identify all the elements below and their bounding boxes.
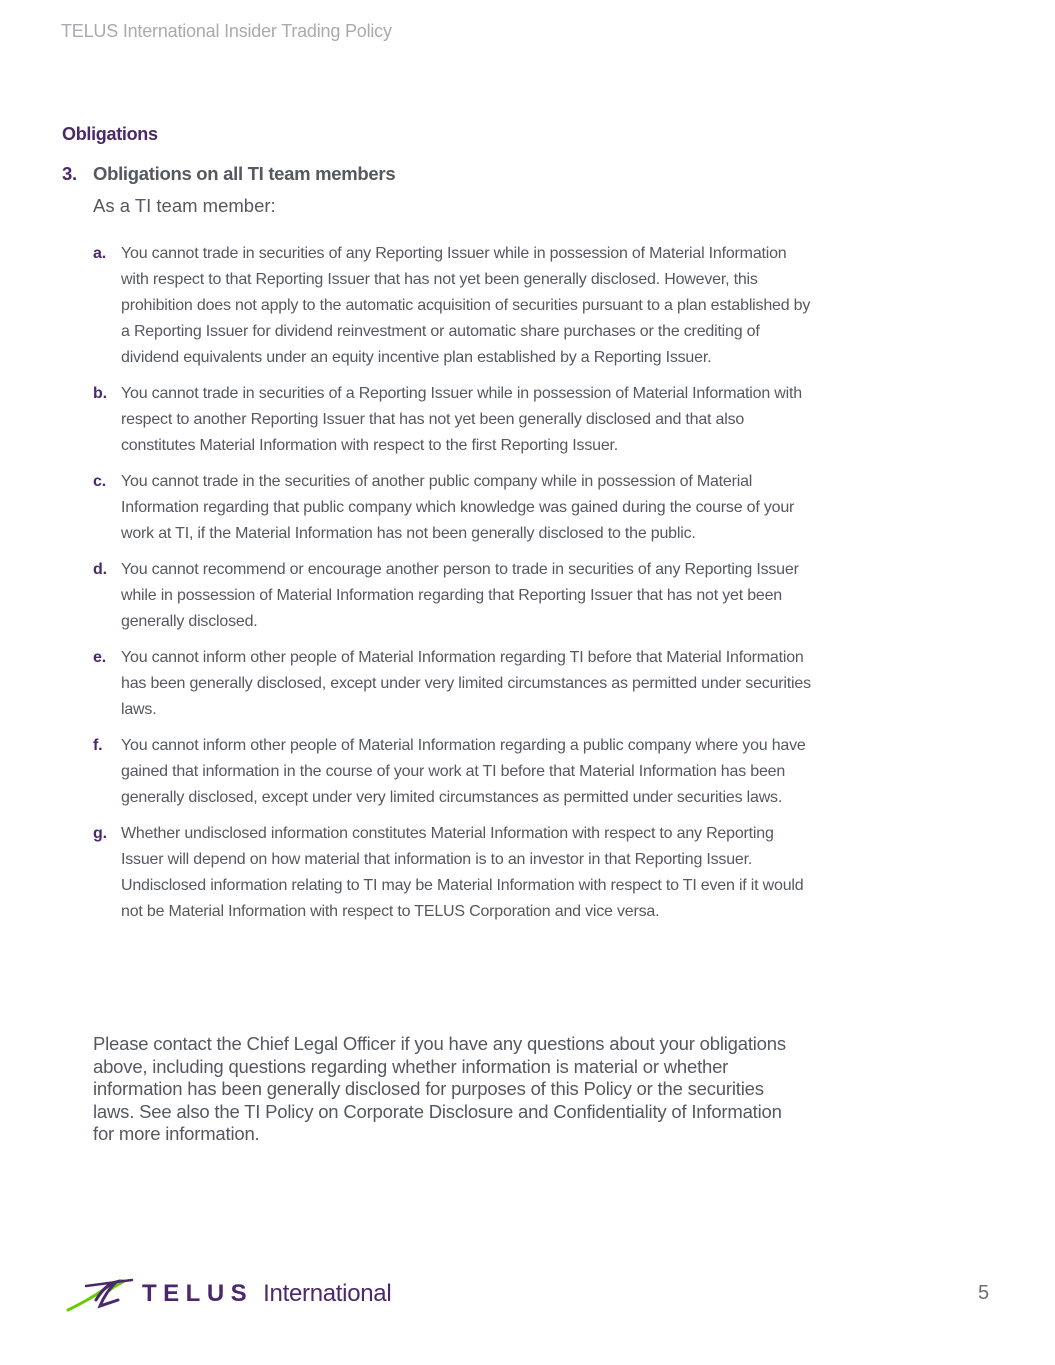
running-header: TELUS International Insider Trading Policy: [61, 21, 392, 41]
item-text: You cannot inform other people of Material Information regarding a public company where you have gained that information in the course of your work at TI before that Material Information has been generally disclosed, except under very limited circumstances as permitted under securities laws.: [121, 737, 806, 806]
list-item: [93, 645, 813, 723]
item-text: You cannot inform other people of Material Information regarding TI before that Material Information has been generally disclosed, except under very limited circumstances as permitted under securities laws.: [121, 649, 811, 718]
item-marker: f.: [93, 737, 103, 754]
item-marker: g.: [93, 825, 107, 842]
item-text: Whether undisclosed information constitutes Material Information with respect to any Reporting Issuer will depend on how material that information is to an investor in that Reporting Issuer. Undisclosed information relating to TI may be Material Information with respect to TI even if it would not be Material Information with respect to TELUS Corporation and vice versa.: [121, 825, 804, 920]
logo-word: TELUS: [142, 1280, 254, 1307]
list-item: [93, 241, 813, 371]
item-marker: a.: [93, 245, 106, 262]
item-text: You cannot trade in securities of any Reporting Issuer while in possession of Material Information with respect to that Reporting Issuer that has not yet been generally disclosed. However, this prohibition does not apply to the automatic acquisition of securities pursuant to a plan established by a Reporting Issuer for dividend reinvestment or automatic share purchases or the crediting of dividend equivalents under an equity incentive plan established by a Reporting Issuer.: [121, 245, 811, 366]
list-item: [93, 733, 813, 811]
item-text: You cannot trade in securities of a Reporting Issuer while in possession of Material Information with respect to another Reporting Issuer that has not yet been generally disclosed and that also constitutes Material Information with respect to the first Reporting Issuer.: [121, 385, 802, 454]
item-text: You cannot trade in the securities of another public company while in possession of Material Information regarding that public company which knowledge was gained during the course of your work at TI, if the Material Information has not been generally disclosed to the public.: [121, 473, 795, 542]
logo-sub: International: [263, 1280, 392, 1307]
obligations-list: [93, 241, 813, 935]
subsection: [62, 163, 822, 217]
list-item: [93, 381, 813, 459]
list-item: [93, 821, 813, 925]
closing-paragraph: Please contact the Chief Legal Officer if you have any questions about your obligations above, including questions regarding whether information is material or whether information has been generally disclosed for purposes of this Policy or the securities laws. See also the TI Policy on Corporate Disclosure and Confidentiality of Information for more information.: [93, 1033, 786, 1144]
subsection-intro: As a TI team member:: [93, 195, 276, 216]
list-item: [93, 469, 813, 547]
subsection-number: 3.: [62, 163, 77, 184]
page-number: 5: [978, 1282, 990, 1304]
item-marker: e.: [93, 649, 106, 666]
section-heading: Obligations: [62, 124, 158, 144]
item-marker: d.: [93, 561, 107, 578]
subsection-title-text: Obligations on all TI team members: [93, 163, 396, 184]
item-text: You cannot recommend or encourage another person to trade in securities of any Reporting Issuer while in possession of Material Information regarding that Reporting Issuer that has not yet been generally disclosed.: [121, 561, 799, 630]
telus-swoosh-icon: [66, 1276, 134, 1312]
item-marker: c.: [93, 473, 106, 490]
subsection-title: [62, 163, 822, 185]
item-marker: b.: [93, 385, 107, 402]
list-item: [93, 557, 813, 635]
telus-international-logo: [66, 1276, 391, 1312]
